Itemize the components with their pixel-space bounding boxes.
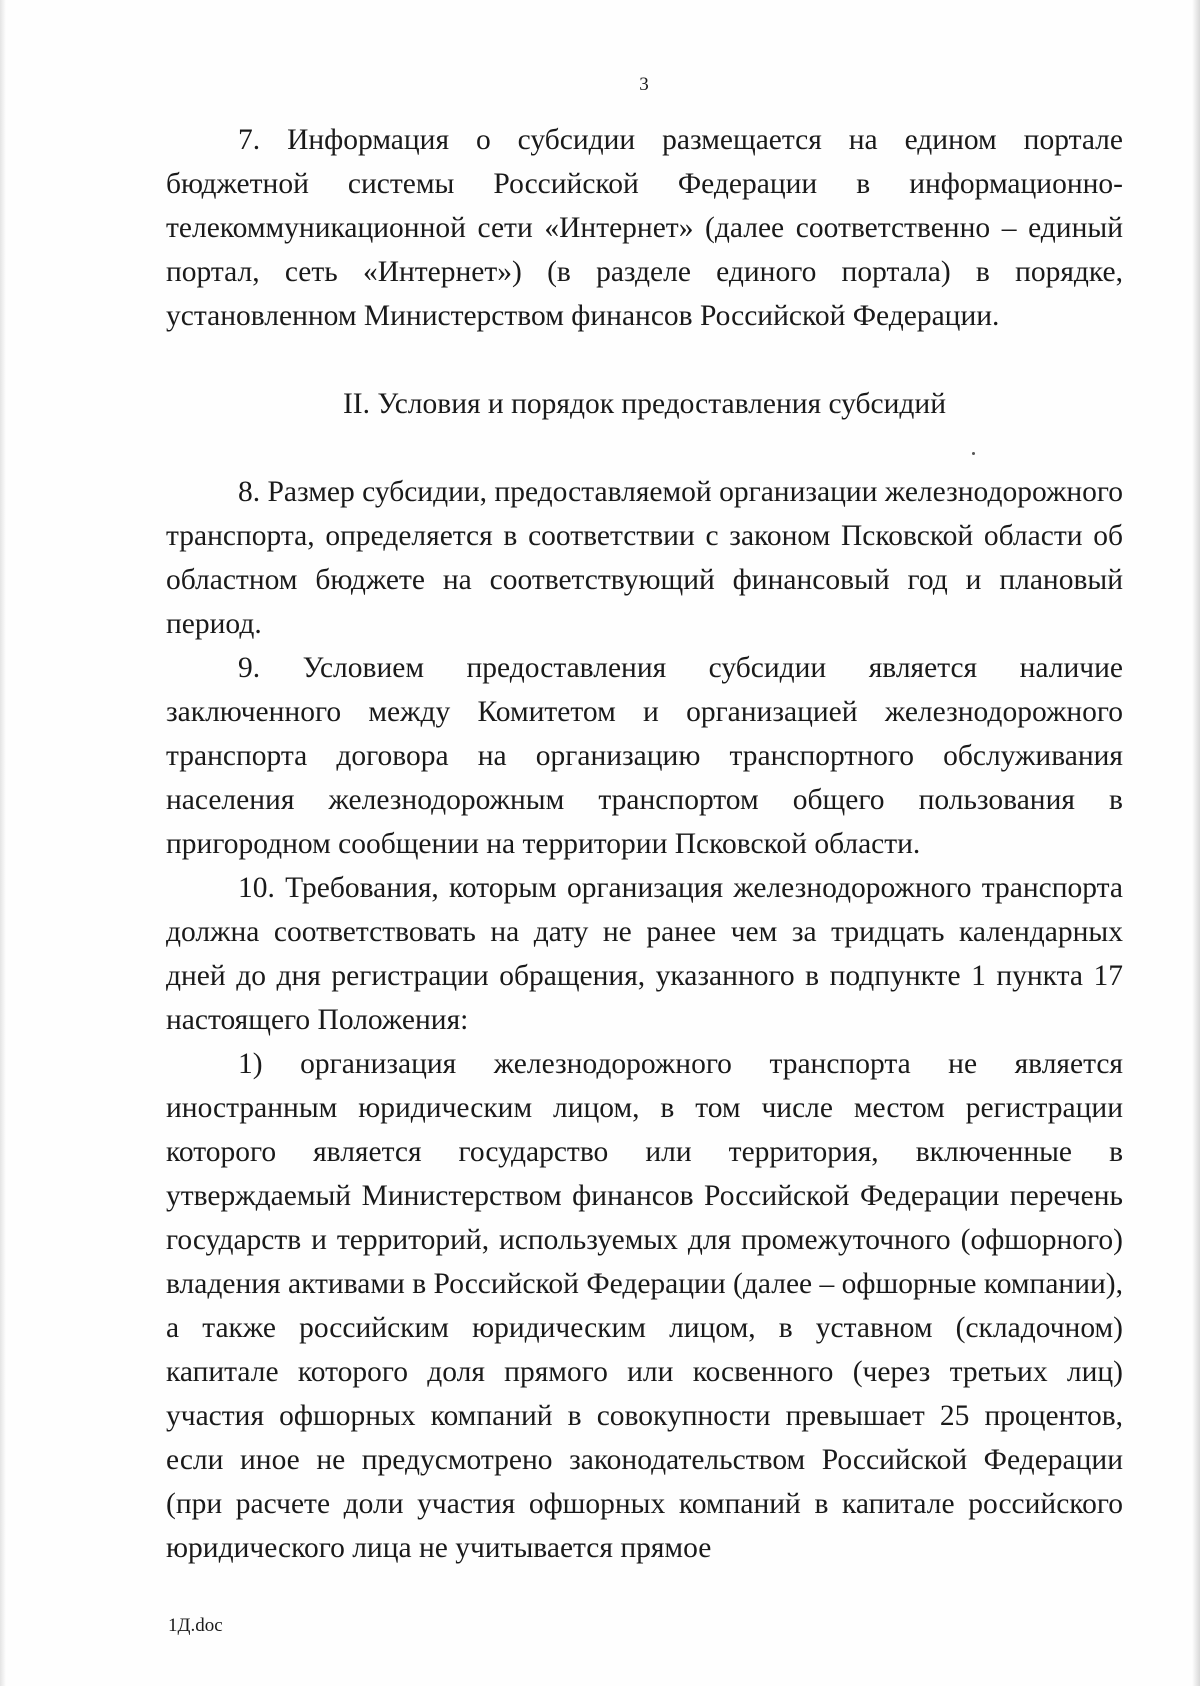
- body-text: [166, 118, 1123, 1570]
- paragraph-8: 8. Размер субсидии, предоставляемой организации железнодорожного транспорта, определяется в соответствии с законом Псковской области об областном бюджете на соответствующий финансовый год и плановый период.: [166, 476, 1123, 640]
- section-heading: II. Условия и порядок предоставления субсидий: [342, 388, 947, 420]
- paragraph-10-subitem-1: 1) организация железнодорожного транспорта не является иностранным юридическим лицом, в том числе местом регистрации которого является государство или территория, включенные в утверждаемый Министерством финансов Российской Федерации перечень государств и территорий, используемых для промежуточного (офшорного) владения активами в Российской Федерации (далее – офшорные компании), а также российским юридическим лицом, в уставном (складочном) капитале которого доля прямого или косвенного (через третьих лиц) участия офшорных компаний в совокупности превышает 25 процентов, если иное не предусмотрено законодательством Российской Федерации (при расчете доли участия офшорных компаний в капитале российского юридического лица не учитывается прямое: [166, 1048, 1123, 1564]
- page-number: 3: [639, 74, 649, 95]
- paragraph-10: 10. Требования, которым организация железнодорожного транспорта должна соответствовать на дату не ранее чем за тридцать календарных дней до дня регистрации обращения, указанного в подпункте 1 пункта 17 настоящего Положения:: [166, 872, 1123, 1036]
- paragraph-7: 7. Информация о субсидии размещается на едином портале бюджетной системы Российской Федерации в информационно-телекоммуникационной сети «Интернет» (далее соответственно – единый портал, сеть «Интернет») (в разделе единого портала) в порядке, установленном Министерством финансов Российской Федерации.: [166, 124, 1123, 332]
- footer-file-name: 1Д.doc: [168, 1615, 223, 1636]
- scan-speck: [972, 452, 975, 455]
- scan-edge-left: [0, 0, 6, 1686]
- paragraph-9: 9. Условием предоставления субсидии является наличие заключенного между Комитетом и организацией железнодорожного транспорта договора на организацию транспортного обслуживания населения железнодорожным транспортом общего пользования в пригородном сообщении на территории Псковской области.: [166, 652, 1123, 860]
- scan-edge-right: [1192, 0, 1200, 1686]
